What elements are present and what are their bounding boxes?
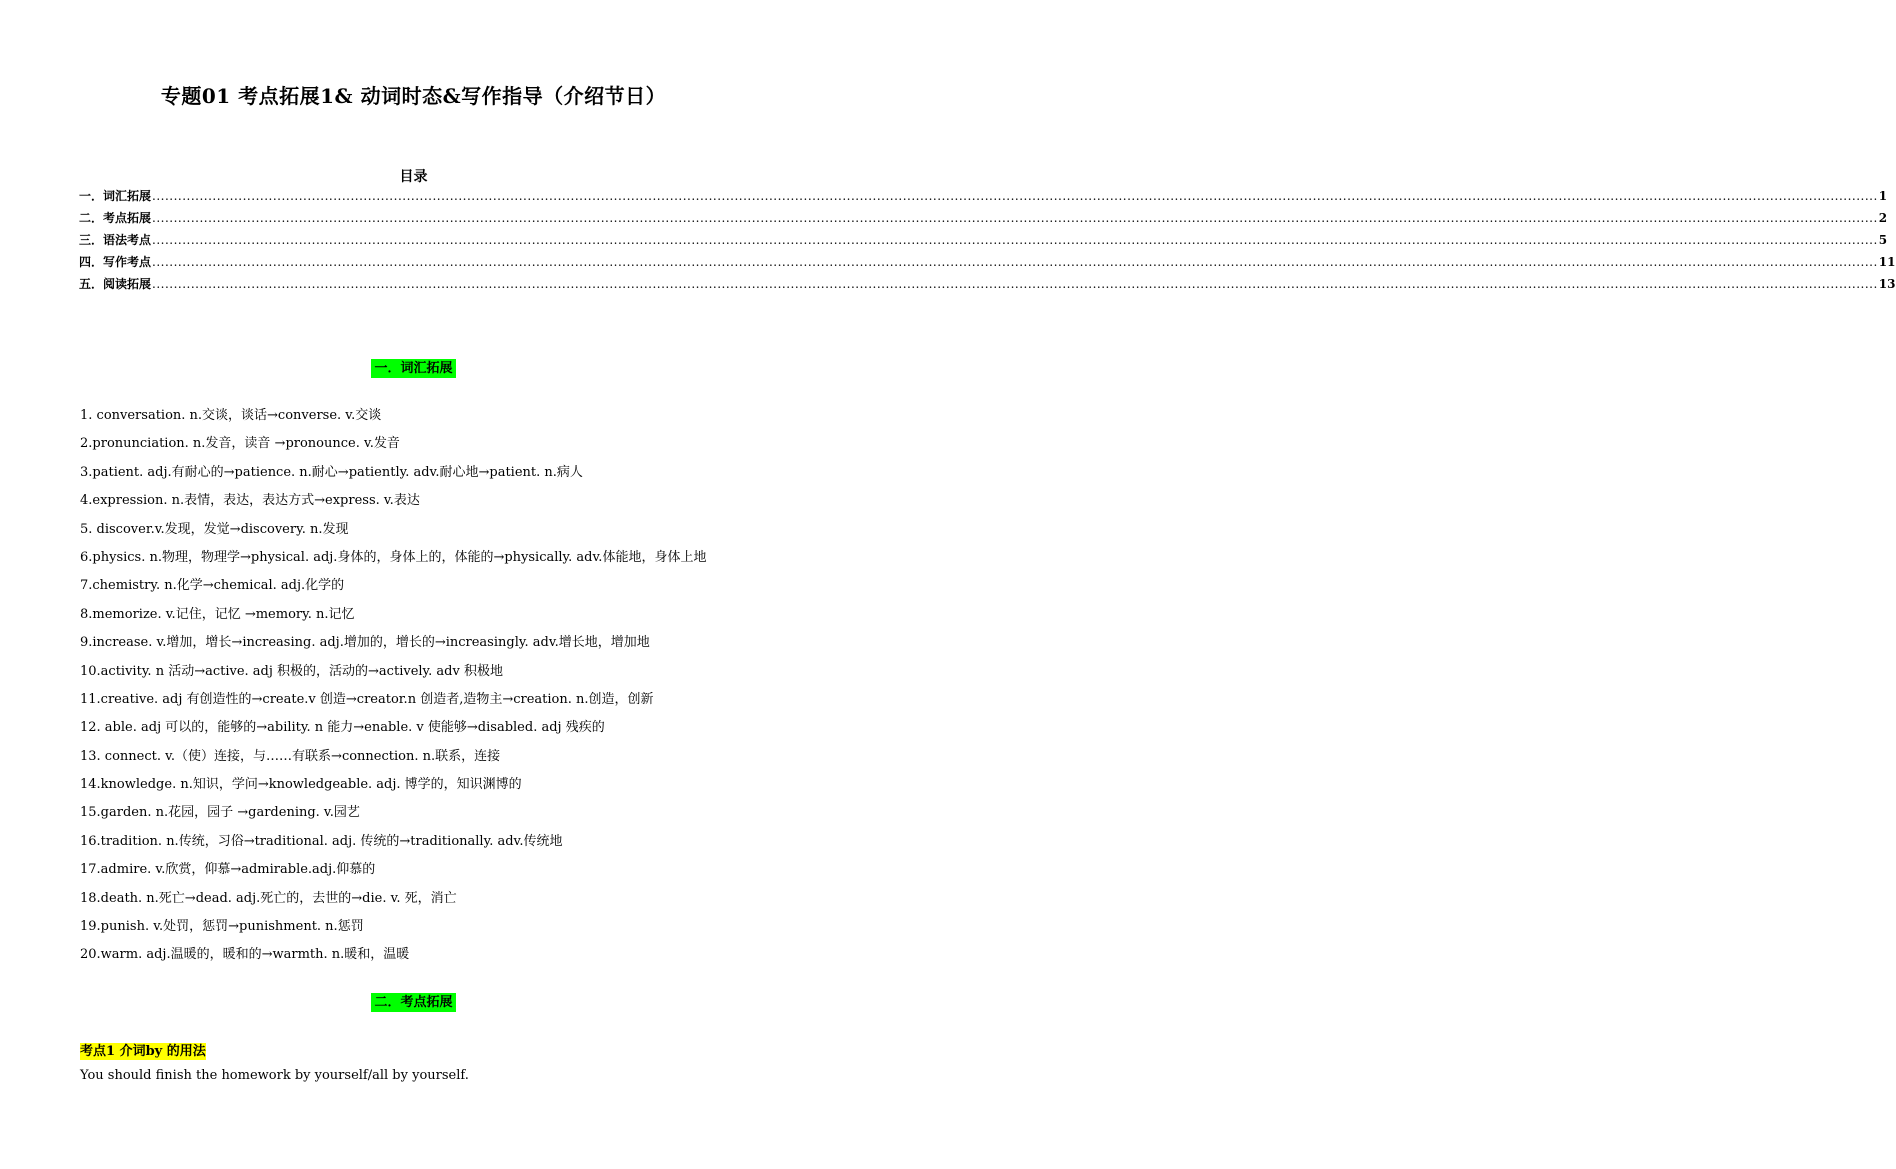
vocab-item: 17.admire. v.欣赏，仰慕→admirable.adj.仰慕的 (80, 862, 376, 878)
document-title: 专题01 考点拓展1& 动词时态&写作指导（介绍节日） (160, 84, 667, 108)
toc-entry[interactable] (79, 209, 1888, 231)
table-of-contents (79, 187, 1896, 297)
toc-entry[interactable] (79, 187, 1888, 209)
vocab-item: 14.knowledge. n.知识，学问→knowledgeable. adj. 博学的，知识渊博的 (80, 777, 522, 793)
toc-entry-page: 11 (1878, 255, 1896, 269)
vocab-item: 12. able. adj 可以的，能够的→ability. n 能力→enable. v 使能够→disabled. adj 残疾的 (80, 720, 605, 736)
toc-heading: 目录 (399, 169, 428, 185)
toc-entry-label: 三．语法考点 (79, 233, 152, 247)
vocab-list (80, 404, 760, 972)
toc-entry-page: 2 (1878, 211, 1888, 225)
section-heading-points-label: 二．考点拓展 (371, 993, 455, 1012)
toc-entry-label: 二．考点拓展 (79, 211, 152, 225)
toc-leader-dots: ................................................................................................................................................................................................................................................................................................................................................................................................................ (152, 211, 1878, 225)
vocab-item: 11.creative. adj 有创造性的→create.v 创造→creator.n 创造者,造物主→creation. n.创造，创新 (80, 691, 654, 707)
vocab-item: 7.chemistry. n.化学→chemical. adj.化学的 (80, 578, 345, 594)
toc-leader-dots: ................................................................................................................................................................................................................................................................................................................................................................................................................ (152, 255, 1878, 269)
vocab-item: 5. discover.v.发现，发觉→discovery. n.发现 (80, 521, 349, 537)
vocab-item: 16.tradition. n.传统，习俗→traditional. adj. 传统的→traditionally. adv.传统地 (80, 833, 563, 849)
vocab-item: 3.patient. adj.有耐心的→patience. n.耐心→patiently. adv.耐心地→patient. n.病人 (80, 464, 583, 480)
toc-entry[interactable] (79, 275, 1896, 297)
toc-entry-label: 一．词汇拓展 (79, 189, 152, 203)
toc-entry-label: 四．写作考点 (79, 255, 152, 269)
toc-leader-dots: ................................................................................................................................................................................................................................................................................................................................................................................................................ (152, 233, 1878, 247)
toc-entry[interactable] (79, 253, 1896, 275)
vocab-item: 18.death. n.死亡→dead. adj.死亡的，去世的→die. v. 死，消亡 (80, 890, 457, 906)
section-heading-vocab (0, 357, 827, 376)
toc-entry-label: 五．阅读拓展 (79, 277, 152, 291)
vocab-item: 8.memorize. v.记住，记忆 →memory. n.记忆 (80, 606, 355, 622)
toc-entry-page: 1 (1878, 189, 1888, 203)
toc-entry-page: 5 (1878, 233, 1888, 247)
point-1-title (80, 1040, 206, 1059)
vocab-item: 2.pronunciation. n.发音，读音 →pronounce. v.发音 (80, 436, 400, 452)
vocab-item: 1. conversation. n.交谈，谈话→converse. v.交谈 (80, 408, 382, 423)
vocab-item: 20.warm. adj.温暖的，暖和的→warmth. n.暖和，温暖 (80, 947, 410, 963)
vocab-item: 6.physics. n.物理，物理学→physical. adj.身体的，身体上的，体能的→physically. adv.体能地，身体上地 (80, 549, 707, 565)
section-heading-points (0, 991, 827, 1010)
vocab-item: 13. connect. v.（使）连接，与……有联系→connection. n.联系，连接 (80, 748, 501, 764)
toc-leader-dots: ................................................................................................................................................................................................................................................................................................................................................................................................................ (152, 277, 1878, 291)
vocab-item: 4.expression. n.表情，表达，表达方式→express. v.表达 (80, 493, 420, 509)
toc-entry-page: 13 (1878, 277, 1896, 291)
toc-leader-dots: ................................................................................................................................................................................................................................................................................................................................................................................................................ (152, 189, 1878, 203)
toc-entry[interactable] (79, 231, 1888, 253)
vocab-item: 15.garden. n.花园，园子 →gardening. v.园艺 (80, 805, 360, 821)
point-1-label: 考点1 介词by 的用法 (80, 1044, 206, 1059)
vocab-item: 9.increase. v.增加，增长→increasing. adj.增加的，增长的→increasingly. adv.增长地，增加地 (80, 635, 650, 651)
point-1-example: You should finish the homework by yourself/all by yourself. (80, 1068, 469, 1083)
vocab-item: 10.activity. n 活动→active. adj 积极的，活动的→actively. adv 积极地 (80, 663, 503, 679)
section-heading-vocab-label: 一．词汇拓展 (371, 359, 455, 378)
vocab-item: 19.punish. v.处罚，惩罚→punishment. n.惩罚 (80, 919, 364, 935)
